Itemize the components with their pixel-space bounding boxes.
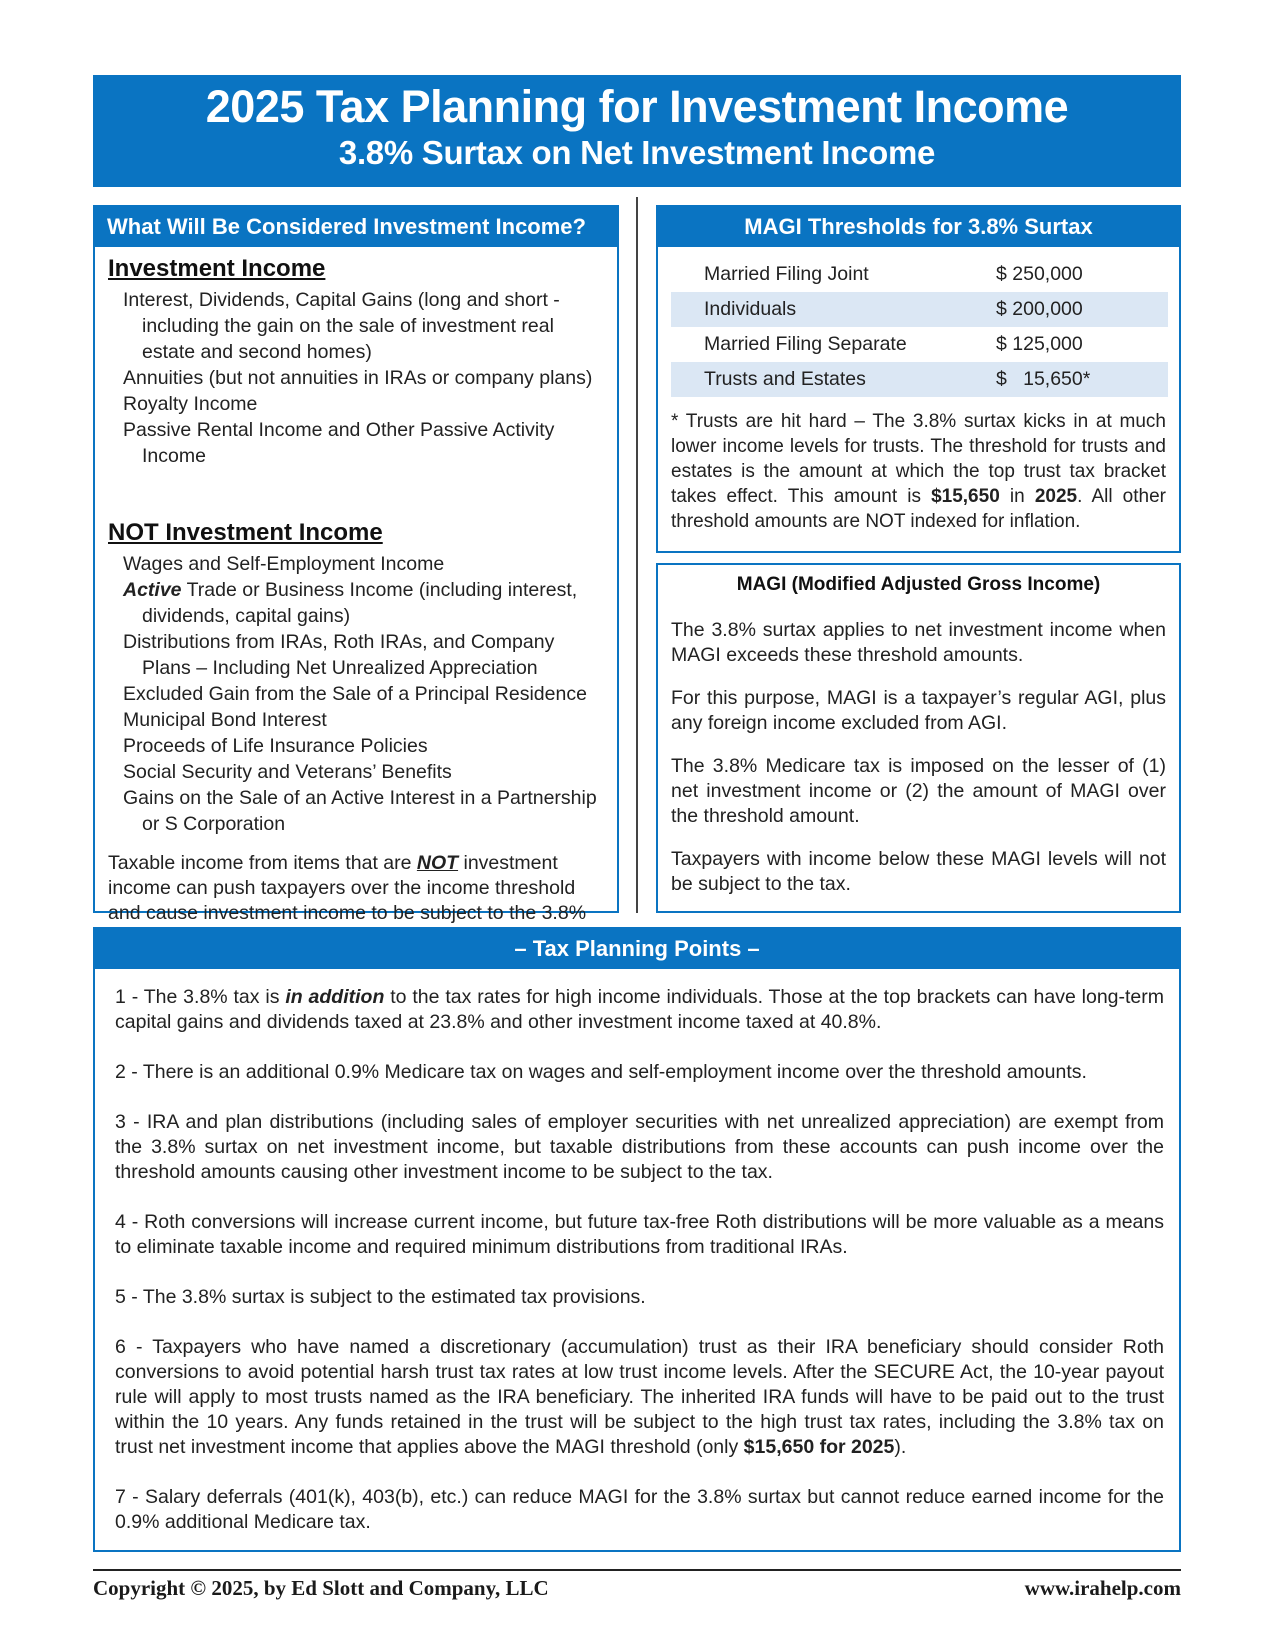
list-item: Excluded Gain from the Sale of a Principal Residence [123,683,587,705]
note-text: Taxable income from items that are [108,852,412,874]
magi-paragraph: The 3.8% surtax applies to net investment income when MAGI exceeds these threshold amounts. [671,619,1166,666]
column-divider [636,197,638,913]
not-investment-income-title: NOT Investment Income [108,519,383,546]
planning-point: 2 - There is an additional 0.9% Medicare tax on wages and self-employment income over the threshold amounts. [115,1061,1087,1083]
page-title: 2025 Tax Planning for Investment Income [205,81,1069,132]
threshold-amount: $ 250,000 [996,263,1083,285]
points-list [95,985,1179,1535]
point-text: 6 - Taxpayers who have named a discretionary (accumulation) trust as their IRA beneficiary should consider Roth conversions to avoid potential harsh trust tax rates at low trust income levels. After the SECURE Act, the 10-year payout rule will apply to most trusts named as the IRA beneficiary. The inherited IRA funds will have to be paid out to the trust within the 10 years. Any funds retained in the trust will be subject to the high trust tax rates, including the 3.8% tax on trust net investment income that applies above the MAGI threshold (only [115,1336,1164,1458]
footer-rule [93,1569,1181,1571]
investment-income-title: Investment Income [108,255,326,282]
thresholds-table [671,257,1168,397]
planning-point: 4 - Roth conversions will increase current income, but future tax-free Roth distributions will be more valuable as a means to eliminate taxable income and required minimum distributions from traditional IRAs. [115,1211,1164,1258]
threshold-amount: $ 200,000 [996,292,1168,327]
list-item: Social Security and Veterans’ Benefits [123,761,452,783]
investment-income-panel [93,205,619,924]
note-text: * Trusts are hit hard – The 3.8% surtax kicks in at much lower income levels for trusts. The threshold for trusts and estates is the amount at which the top trust tax bracket takes effect. This amount is [671,411,1166,507]
filing-status: Married Filing Joint [704,263,869,285]
list-item-text: Trade or Business Income (including interest, dividends, capital gains) [142,579,578,627]
thresholds-panel [656,205,1181,553]
threshold-amount: $ 125,000 [996,333,1083,355]
point-text: 1 - The 3.8% tax is [115,986,280,1008]
filing-status: Individuals [671,292,996,327]
active-emphasis: Active [123,579,182,601]
table-row [671,327,1168,362]
tax-planning-points-panel [93,927,1181,1552]
planning-point: 5 - The 3.8% surtax is subject to the estimated tax provisions. [115,1286,646,1308]
table-row [671,292,1168,327]
magi-paragraph: Taxpayers with income below these MAGI levels will not be subject to the tax. [671,848,1166,895]
note-text: investment income can push taxpayers over the income threshold and cause investment income to be subject to the 3.8% [108,852,587,924]
planning-point [115,985,1164,1035]
investment-income-heading: What Will Be Considered Investment Income? [95,207,617,247]
list-item [123,577,607,629]
tax-planning-points-heading: – Tax Planning Points – [95,929,1179,969]
investment-income-list [95,287,617,469]
note-text: in [1009,486,1025,507]
not-investment-income-list [95,551,617,837]
planning-point: 7 - Salary deferrals (401(k), 403(b), etc.) can reduce MAGI for the 3.8% surtax but cannot reduce earned income for the 0.9% additional Medicare tax. [115,1486,1164,1533]
list-item: Interest, Dividends, Capital Gains (long and short - including the gain on the sale of investment real estate and second homes) [123,289,560,363]
list-item: Annuities (but not annuities in IRAs or company plans) [123,367,593,389]
filing-status: Trusts and Estates [671,362,996,397]
not-emphasis: NOT [416,852,459,874]
note-amount: $15,650 [931,486,1000,507]
website-link[interactable]: www.irahelp.com [1024,1576,1181,1600]
list-item: Royalty Income [123,393,258,415]
threshold-amount: $ 15,650* [996,362,1168,397]
page-subtitle: 3.8% Surtax on Net Investment Income [338,134,936,171]
magi-panel [656,563,1181,913]
thresholds-note [671,409,1166,534]
thresholds-heading: MAGI Thresholds for 3.8% Surtax [658,207,1179,247]
planning-point [115,1335,1164,1460]
magi-heading: MAGI (Modified Adjusted Gross Income) [736,574,1101,595]
point-emphasis: $15,650 for 2025 [743,1436,895,1458]
list-item: Municipal Bond Interest [123,709,327,731]
filing-status: Married Filing Separate [704,333,907,355]
table-row [671,257,1168,292]
planning-point: 3 - IRA and plan distributions (including sales of employer securities with net unrealized appreciation) are exempt from the 3.8% surtax on net investment income, but taxable distributions from these accounts can push income over the threshold amounts causing other investment income to be subject to the tax. [115,1111,1164,1183]
point-text: to the tax rates for high income individuals. Those at the top brackets can have long-term capital gains and dividends taxed at 23.8% and other investment income taxed at 40.8%. [115,986,1165,1033]
copyright: Copyright © 2025, by Ed Slott and Company, LLC [93,1576,549,1600]
point-text: ). [894,1436,907,1458]
note-year: 2025 [1034,486,1078,507]
list-item: Passive Rental Income and Other Passive Activity Income [123,419,555,467]
point-emphasis: in addition [285,986,385,1008]
list-item: Distributions from IRAs, Roth IRAs, and Company Plans – Including Net Unrealized Appreciation [123,631,555,679]
list-item: Wages and Self-Employment Income [123,553,445,575]
magi-paragraph: For this purpose, MAGI is a taxpayer’s regular AGI, plus any foreign income excluded from AGI. [671,687,1166,734]
magi-paragraph: The 3.8% Medicare tax is imposed on the lesser of (1) net investment income or (2) the amount of MAGI over the threshold amount. [671,755,1166,827]
note-text: . All other threshold amounts are NOT indexed for inflation. [671,486,1166,532]
list-item: Gains on the Sale of an Active Interest in a Partnership or S Corporation [123,787,597,835]
page-header [93,75,1181,187]
table-row [671,362,1168,397]
list-item: Proceeds of Life Insurance Policies [123,735,428,757]
